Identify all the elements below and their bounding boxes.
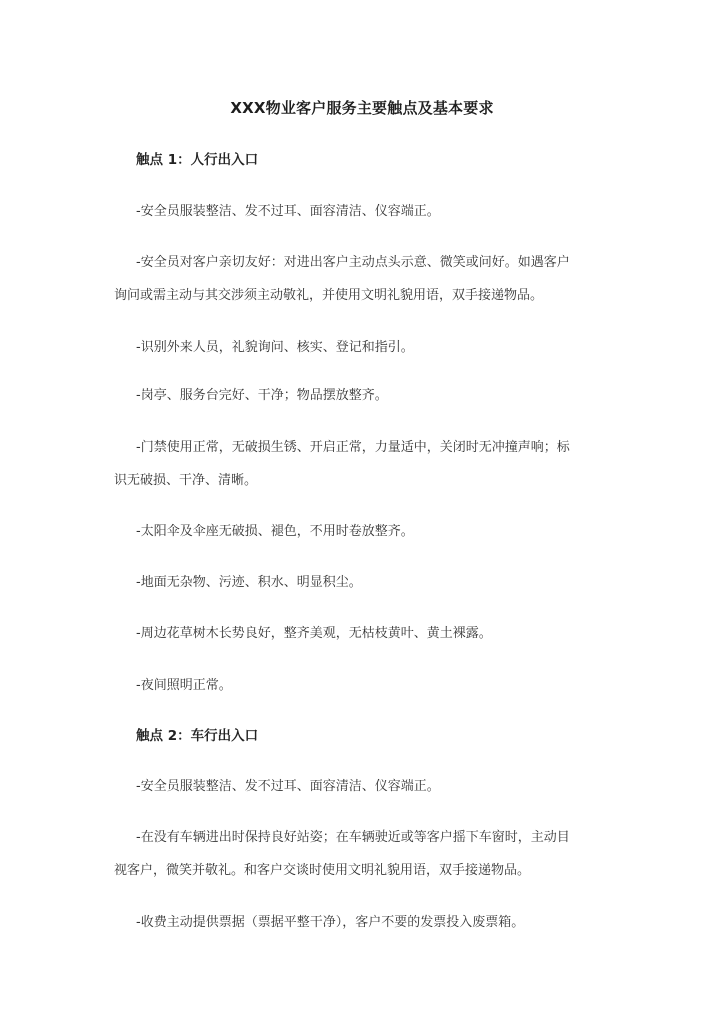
paragraph: -夜间照明正常。 <box>136 678 232 693</box>
paragraph-continuation: 询问或需主动与其交涉须主动敬礼，并使用文明礼貌用语，双手接递物品。 <box>114 288 544 303</box>
paragraph: -收费主动提供票据（票据平整干净），客户不要的发票投入废票箱。 <box>136 915 525 930</box>
paragraph: -太阳伞及伞座无破损、褪色，不用时卷放整齐。 <box>136 524 414 539</box>
paragraph: -安全员服装整洁、发不过耳、面容清洁、仪容端正。 <box>136 204 440 219</box>
paragraph: -岗亭、服务台完好、干净；物品摆放整齐。 <box>136 388 388 403</box>
paragraph: -门禁使用正常，无破损生锈、开启正常，力量适中，关闭时无冲撞声响；标 <box>136 440 570 455</box>
paragraph-continuation: 视客户，微笑并敬礼。和客户交谈时使用文明礼貌用语，双手接递物品。 <box>114 863 531 878</box>
paragraph: -在没有车辆进出时保持良好站姿；在车辆驶近或等客户摇下车窗时，主动目 <box>136 830 570 845</box>
paragraph: -安全员对客户亲切友好：对进出客户主动点头示意、微笑或问好。如遇客户 <box>136 255 570 270</box>
paragraph: -地面无杂物、污迹、积水、明显积尘。 <box>136 575 362 590</box>
paragraph-continuation: 识无破损、干净、清晰。 <box>114 473 258 488</box>
paragraph: -安全员服装整洁、发不过耳、面容清洁、仪容端正。 <box>136 779 440 794</box>
section-heading-2: 触点 2：车行出入口 <box>136 728 259 744</box>
paragraph: -周边花草树木长势良好，整齐美观，无枯枝黄叶、黄土裸露。 <box>136 626 492 641</box>
paragraph: -识别外来人员，礼貌询问、核实、登记和指引。 <box>136 340 414 355</box>
document-title: XXX物业客户服务主要触点及基本要求 <box>230 99 494 117</box>
section-heading-1: 触点 1：人行出入口 <box>136 152 259 168</box>
